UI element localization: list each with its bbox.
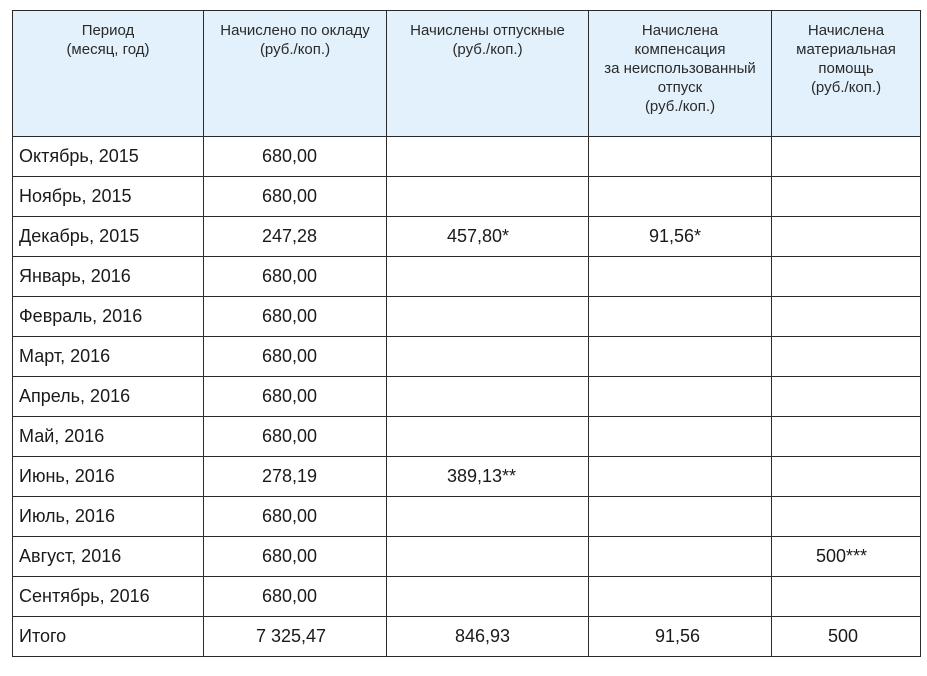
header-line: компенсация (634, 41, 726, 58)
cell-vacation: 457,80* (387, 217, 589, 257)
table-row (13, 497, 921, 537)
cell-compensation (589, 497, 772, 537)
cell-aid (772, 377, 921, 417)
cell-salary: 680,00 (204, 577, 387, 617)
cell-aid (772, 337, 921, 377)
header-line: (руб./коп.) (259, 41, 331, 58)
cell-compensation (589, 257, 772, 297)
header-line: отпуск (657, 79, 703, 96)
cell-period: Декабрь, 2015 (13, 217, 204, 257)
cell-salary: 680,00 (204, 417, 387, 457)
table-row (13, 297, 921, 337)
header-line: Начислены отпускные (410, 22, 565, 39)
header-vacation (387, 11, 589, 137)
header-line: (руб./коп.) (644, 98, 716, 115)
cell-vacation (387, 417, 589, 457)
cell-salary: 278,19 (204, 457, 387, 497)
cell-period: Май, 2016 (13, 417, 204, 457)
table-row (13, 537, 921, 577)
cell-aid (772, 217, 921, 257)
header-line: Начислена (641, 22, 719, 39)
total-compensation: 91,56 (589, 617, 772, 657)
table-row (13, 257, 921, 297)
cell-vacation (387, 337, 589, 377)
cell-vacation: 389,13** (387, 457, 589, 497)
cell-compensation (589, 177, 772, 217)
header-line: (месяц, год) (66, 41, 150, 58)
header-line: (руб./коп.) (452, 41, 523, 58)
cell-aid (772, 297, 921, 337)
table-row (13, 417, 921, 457)
table-row (13, 177, 921, 217)
total-aid: 500 (772, 617, 921, 657)
table-row (13, 217, 921, 257)
cell-compensation (589, 537, 772, 577)
cell-vacation (387, 497, 589, 537)
cell-salary: 680,00 (204, 377, 387, 417)
total-salary: 7 325,47 (204, 617, 387, 657)
cell-period: Март, 2016 (13, 337, 204, 377)
cell-compensation (589, 457, 772, 497)
cell-compensation (589, 577, 772, 617)
cell-vacation (387, 577, 589, 617)
header-line: Период (81, 22, 135, 39)
cell-salary: 680,00 (204, 497, 387, 537)
cell-period: Сентябрь, 2016 (13, 577, 204, 617)
cell-salary: 247,28 (204, 217, 387, 257)
cell-salary: 680,00 (204, 297, 387, 337)
table-row (13, 137, 921, 177)
cell-aid: 500*** (772, 537, 921, 577)
cell-compensation (589, 377, 772, 417)
cell-salary: 680,00 (204, 257, 387, 297)
total-vacation: 846,93 (387, 617, 589, 657)
header-salary (204, 11, 387, 137)
cell-period: Ноябрь, 2015 (13, 177, 204, 217)
cell-aid (772, 177, 921, 217)
cell-compensation (589, 137, 772, 177)
cell-period: Октябрь, 2015 (13, 137, 204, 177)
cell-aid (772, 257, 921, 297)
header-line: материальная (796, 41, 896, 58)
cell-period: Июнь, 2016 (13, 457, 204, 497)
cell-vacation (387, 377, 589, 417)
cell-vacation (387, 137, 589, 177)
cell-salary: 680,00 (204, 337, 387, 377)
header-line: Начислена (807, 22, 885, 39)
cell-salary: 680,00 (204, 177, 387, 217)
cell-period: Август, 2016 (13, 537, 204, 577)
header-line: помощь (818, 60, 874, 77)
cell-salary: 680,00 (204, 537, 387, 577)
header-compensation (589, 11, 772, 137)
header-line: Начислено по окладу (220, 22, 370, 39)
cell-vacation (387, 257, 589, 297)
cell-compensation (589, 417, 772, 457)
cell-salary: 680,00 (204, 137, 387, 177)
table-row (13, 337, 921, 377)
cell-compensation (589, 337, 772, 377)
cell-compensation (589, 297, 772, 337)
cell-aid (772, 577, 921, 617)
cell-period: Январь, 2016 (13, 257, 204, 297)
table-row (13, 577, 921, 617)
cell-period: Апрель, 2016 (13, 377, 204, 417)
cell-vacation (387, 537, 589, 577)
header-line: (руб./коп.) (810, 79, 882, 96)
cell-aid (772, 457, 921, 497)
cell-aid (772, 417, 921, 457)
accruals-table (12, 10, 921, 657)
header-period (13, 11, 204, 137)
cell-period: Июль, 2016 (13, 497, 204, 537)
total-label: Итого (13, 617, 204, 657)
cell-vacation (387, 177, 589, 217)
cell-aid (772, 497, 921, 537)
header-aid (772, 11, 921, 137)
cell-vacation (387, 297, 589, 337)
total-row (13, 617, 921, 657)
table-row (13, 457, 921, 497)
table-row (13, 377, 921, 417)
cell-compensation: 91,56* (589, 217, 772, 257)
cell-period: Февраль, 2016 (13, 297, 204, 337)
header-row (13, 11, 921, 137)
header-line: за неиспользованный (604, 60, 756, 77)
cell-aid (772, 137, 921, 177)
